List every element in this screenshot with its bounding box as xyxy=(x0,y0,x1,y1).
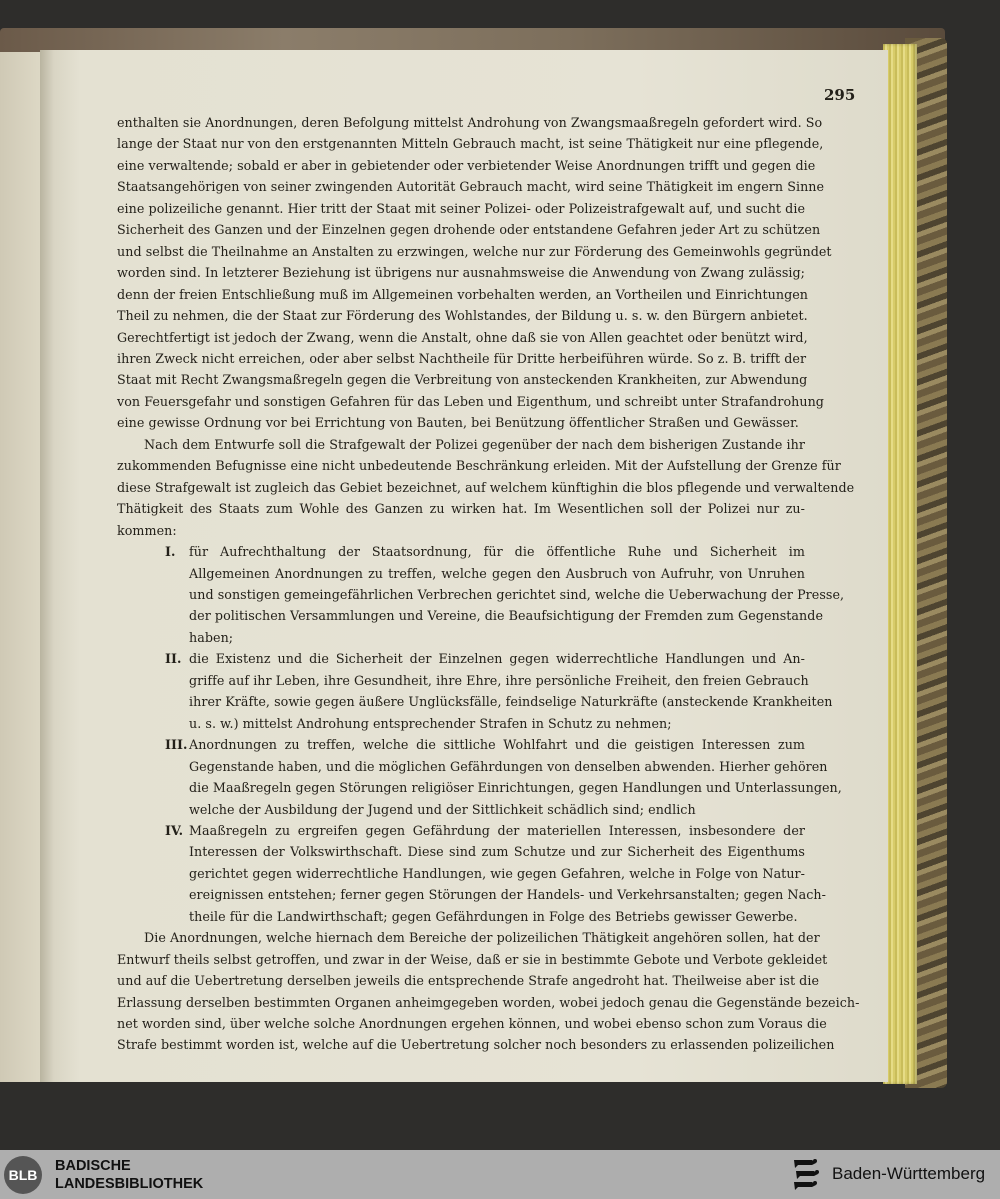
text-line: griffe auf ihr Leben, ihre Gesundheit, ihre Ehre, ihre persönliche Freiheit, den freien Gebrauch xyxy=(189,672,809,688)
text-line: kommen: xyxy=(117,522,177,538)
page-text xyxy=(117,112,860,1056)
text-line: Staat mit Recht Zwangsmaßregeln gegen die Verbreitung von ansteckenden Krankheiten, zur Abwendung xyxy=(117,372,808,388)
text-line: Allgemeinen Anordnungen zu treffen, welche gegen den Ausbruch von Aufruhr, von Unruhen xyxy=(189,565,805,581)
list-item-4 xyxy=(117,820,826,927)
paragraph-3 xyxy=(117,927,860,1056)
text-line: ereignissen entstehen; ferner gegen Störungen der Handels- und Verkehrsanstalten; gegen Nach- xyxy=(189,887,826,903)
text-line: und selbst die Theilnahme an Anstalten zu erzwingen, welche nur zur Förderung des Gemeinwohls gegründet xyxy=(117,243,832,259)
text-line: Gegenstande haben, und die möglichen Gefährdungen von denselben abwenden. Hierher gehören xyxy=(189,758,828,774)
text-line: ihren Zweck nicht erreichen, oder aber selbst Nachtheile für Dritte herbeiführen würde. So z. B. trifft der xyxy=(117,350,807,366)
library-name-line1: BADISCHE xyxy=(55,1158,131,1174)
text-line: zukommenden Befugnisse eine nicht unbedeutende Beschränkung erleiden. Mit der Aufstellung der Grenze für xyxy=(117,458,841,474)
text-line: und sonstigen gemeingefährlichen Verbrechen gerichtet sind, welche die Ueberwachung der Presse, xyxy=(189,586,845,602)
text-line: Strafe bestimmt worden ist, welche auf die Uebertretung solcher noch besonders zu erlassenden polizeilichen xyxy=(117,1037,835,1053)
page-number: 295 xyxy=(824,86,856,104)
text-line: eine gewisse Ordnung vor bei Errichtung von Bauten, bei Benützung öffentlicher Straßen und Gewässer. xyxy=(117,415,799,431)
page-gilt-edges xyxy=(883,44,917,1084)
text-line: Maaßregeln zu ergreifen gegen Gefährdung der materiellen Interessen, insbesondere der xyxy=(189,822,805,838)
text-line: eine verwaltende; sobald er aber in gebietender oder verbietender Weise Anordnungen trifft und gegen die xyxy=(117,157,816,173)
book-page xyxy=(40,50,888,1082)
text-line: der politischen Versammlungen und Vereine, die Beaufsichtigung der Fremden zum Gegenstande xyxy=(189,608,823,624)
text-line: die Maaßregeln gegen Störungen religiöser Einrichtungen, gegen Handlungen und Unterlassungen, xyxy=(189,780,842,796)
footer-bar xyxy=(0,1150,1000,1199)
text-line: worden sind. In letzterer Beziehung ist übrigens nur ausnahmsweise die Anwendung von Zwang zulässig; xyxy=(117,265,805,281)
text-line: welche der Ausbildung der Jugend und der Sittlichkeit schädlich sind; endlich xyxy=(189,801,696,817)
text-line: Thätigkeit des Staats zum Wohle des Ganzen zu wirken hat. Im Wesentlichen soll der Polizei nur zu- xyxy=(117,501,805,517)
text-line: Theil zu nehmen, die der Staat zur Förderung des Wohlstandes, der Bildung u. s. w. den Bürgern anbietet. xyxy=(117,308,808,324)
text-line: Gerechtfertigt ist jedoch der Zwang, wenn die Anstalt, ohne daß sie von Allen geachtet oder benützt wird, xyxy=(117,329,808,345)
list-item-1 xyxy=(117,541,845,648)
state-name[interactable]: Baden-Württemberg xyxy=(832,1164,986,1183)
text-line: Nach dem Entwurfe soll die Strafgewalt der Polizei gegenüber der nach dem bisherigen Zustande ihr xyxy=(144,436,805,452)
text-line: lange der Staat nur von den erstgenannten Mitteln Gebrauch macht, ist seine Thätigkeit nur eine pflegende, xyxy=(117,136,824,152)
text-line: gerichtet gegen widerrechtliche Handlungen, wie gegen Gefahren, welche in Folge von Natur- xyxy=(189,865,805,881)
list-item-number: II. xyxy=(165,651,182,667)
text-line: für Aufrechthaltung der Staatsordnung, für die öffentliche Ruhe und Sicherheit im xyxy=(189,544,805,560)
text-line: Anordnungen zu treffen, welche die sittliche Wohlfahrt und die geistigen Interessen zum xyxy=(189,737,805,753)
paragraph-1 xyxy=(117,112,832,434)
text-line: diese Strafgewalt ist zugleich das Gebiet bezeichnet, auf welchem künftighin die blos pflegende und verwaltende xyxy=(117,479,855,495)
text-line: Entwurf theils selbst getroffen, und zwar in der Weise, daß er sie in bestimmte Gebote und Verbote gekleidet xyxy=(117,951,828,967)
text-line: Sicherheit des Ganzen und der Einzelnen gegen drohende oder entstandene Gefahren jeder Art zu schützen xyxy=(117,222,821,238)
paragraph-2 xyxy=(117,434,855,541)
text-line: eine polizeiliche genannt. Hier tritt der Staat mit seiner Polizei- oder Polizeistrafgewalt auf, und sucht die xyxy=(117,200,805,216)
list-item-3 xyxy=(117,734,842,820)
text-line: haben; xyxy=(189,629,234,645)
list-item-number: III. xyxy=(165,737,188,753)
text-line: theile für die Landwirthschaft; gegen Gefährdungen in Folge des Betriebs gewisser Gewerbe. xyxy=(189,908,798,924)
library-name-line2: LANDESBIBLIOTHEK xyxy=(55,1176,204,1192)
list-item-2 xyxy=(117,648,833,734)
text-line: und auf die Uebertretung derselben jeweils die entsprechende Strafe angedroht hat. Theilweise aber ist die xyxy=(117,973,820,989)
text-line: die Existenz und die Sicherheit der Einzelnen gegen widerrechtliche Handlungen und An- xyxy=(189,651,805,667)
text-line: u. s. w.) mittelst Androhung entsprechender Strafen in Schutz zu nehmen; xyxy=(189,715,672,731)
text-line: Interessen der Volkswirthschaft. Diese sind zum Schutze und zur Sicherheit des Eigenthums xyxy=(189,844,805,860)
facing-page-edge xyxy=(0,52,40,1082)
text-line: net worden sind, über welche solche Anordnungen ergehen können, und wobei ebenso schon zum Voraus die xyxy=(117,1016,827,1032)
text-line: Die Anordnungen, welche hiernach dem Bereiche der polizeilichen Thätigkeit angehören sollen, hat der xyxy=(144,930,820,946)
text-line: Erlassung derselben bestimmten Organen anheimgegeben worden, wobei jedoch genau die Gegenstände bezeich- xyxy=(117,994,860,1010)
blb-logo-icon[interactable]: BLB xyxy=(4,1156,42,1194)
library-name[interactable] xyxy=(55,1157,203,1193)
list-item-number: IV. xyxy=(165,822,184,838)
baden-wuerttemberg-lions-icon[interactable] xyxy=(790,1156,822,1194)
text-line: von Feuersgefahr und sonstigen Gefahren für das Leben und Eigenthum, und schreibt unter Strafandrohung xyxy=(117,393,824,409)
list-item-number: I. xyxy=(165,544,176,560)
text-line: Staatsangehörigen von seiner zwingenden Autorität Gebrauch macht, wird seine Thätigkeit im engern Sinne xyxy=(117,179,825,195)
text-line: denn der freien Entschließung muß im Allgemeinen vorbehalten werden, an Vortheilen und Einrichtungen xyxy=(117,286,809,302)
text-line: ihrer Kräfte, sowie gegen äußere Unglücksfälle, feindselige Naturkräfte (ansteckende Krankheiten xyxy=(189,694,833,710)
text-line: enthalten sie Anordnungen, deren Befolgung mittelst Androhung von Zwangsmaaßregeln gefordert wird. So xyxy=(117,115,823,130)
